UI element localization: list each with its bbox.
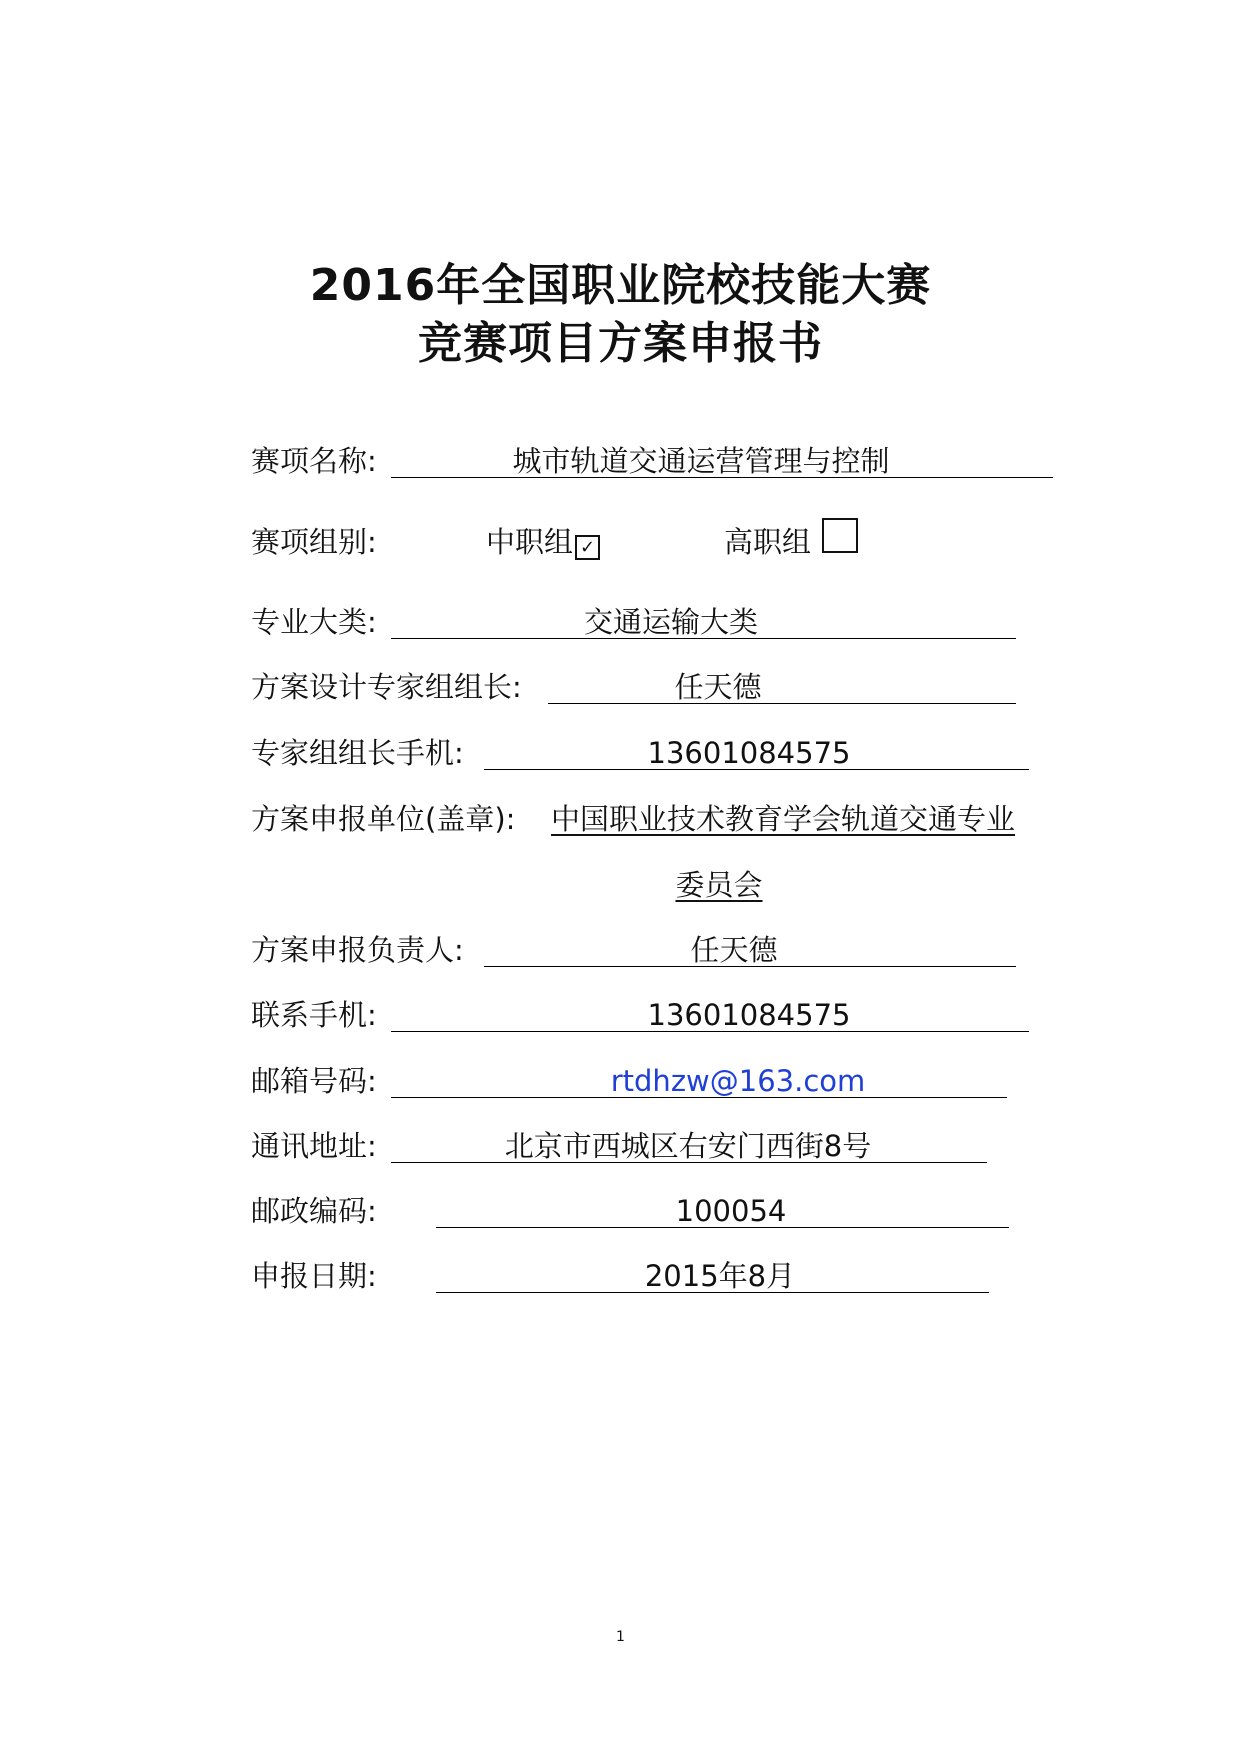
date-value: 2015年8月 — [644, 1259, 796, 1293]
secondary-checkbox-checked-icon[interactable]: ✓ — [575, 535, 600, 560]
secondary-option-label: 中职组 — [486, 525, 574, 559]
major-category-value: 交通运输大类 — [583, 605, 758, 639]
event-group-label: 赛项组别: — [251, 525, 377, 559]
document-title-line1: 2016年全国职业院校技能大赛 — [309, 260, 932, 311]
email-value[interactable]: rtdhzw@163.com — [610, 1064, 866, 1098]
expert-leader-label: 方案设计专家组组长: — [251, 670, 522, 704]
contact-mobile-label: 联系手机: — [251, 998, 377, 1032]
contact-mobile-value: 13601084575 — [647, 998, 851, 1032]
responsible-person-label: 方案申报负责人: — [251, 933, 464, 967]
responsible-person-value: 任天德 — [690, 933, 778, 967]
secondary-option[interactable] — [486, 522, 600, 562]
email-label: 邮箱号码: — [251, 1064, 377, 1098]
higher-checkbox-empty-icon[interactable] — [822, 518, 858, 553]
event-name-value: 城市轨道交通运营管理与控制 — [512, 444, 890, 478]
address-label: 通讯地址: — [251, 1129, 377, 1163]
higher-option-label: 高职组 — [724, 525, 812, 559]
date-label: 申报日期: — [251, 1259, 377, 1293]
postal-code-value: 100054 — [675, 1194, 787, 1228]
leader-mobile-label: 专家组组长手机: — [251, 736, 464, 770]
leader-mobile-value: 13601084575 — [647, 736, 851, 770]
document-title-line2: 竞赛项目方案申报书 — [418, 318, 823, 369]
applicant-unit-label: 方案申报单位(盖章): — [251, 802, 516, 836]
postal-code-label: 邮政编码: — [251, 1194, 377, 1228]
event-name-label: 赛项名称: — [251, 444, 377, 478]
major-category-label: 专业大类: — [251, 605, 377, 639]
page-number: 1 — [616, 1629, 625, 1645]
applicant-unit-value-line2: 委员会 — [675, 868, 763, 902]
expert-leader-value: 任天德 — [674, 670, 762, 704]
applicant-unit-value-line1: 中国职业技术教育学会轨道交通专业 — [551, 802, 1016, 836]
address-value: 北京市西城区右安门西街8号 — [504, 1129, 872, 1163]
